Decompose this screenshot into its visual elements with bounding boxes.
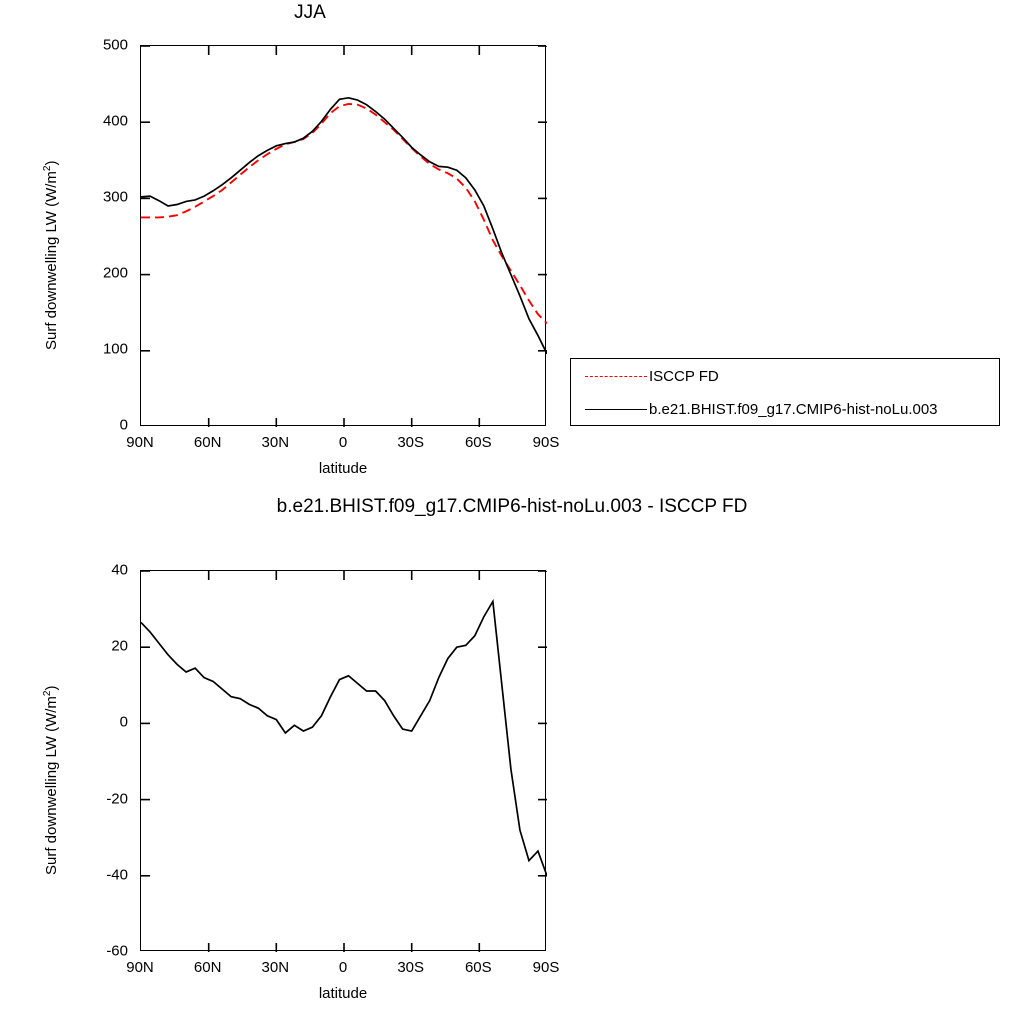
series-line-1: [141, 98, 547, 354]
top-ytick-0: 0: [119, 416, 128, 434]
top-ytick-100: 100: [102, 340, 128, 358]
bottom-ytick-neg40: -40: [106, 866, 128, 884]
top-xtick-60N: 60N: [193, 434, 222, 451]
top-y-axis-label-close: ): [43, 160, 60, 166]
bottom-y-axis-label-close: ): [43, 685, 60, 691]
top-plot-area: [140, 45, 546, 426]
bottom-y-axis-label-exponent: 2: [42, 690, 53, 697]
bottom-ytick-40: 40: [111, 561, 128, 579]
top-ytick-200: 200: [102, 264, 128, 282]
top-xtick-30N: 30N: [261, 434, 290, 451]
top-xtick-90N: 90N: [126, 434, 154, 451]
top-y-ticks: [141, 46, 547, 351]
bottom-xtick-60N: 60N: [193, 959, 222, 976]
legend-label-isccp: ISCCP FD: [649, 367, 719, 385]
legend-swatch-dashed-icon: [585, 376, 647, 377]
bottom-x-ticks: [209, 571, 480, 952]
bottom-ytick-neg20: -20: [106, 790, 128, 808]
legend-label-model: b.e21.BHIST.f09_g17.CMIP6-hist-noLu.003: [649, 400, 938, 418]
bottom-ytick-neg60: -60: [106, 942, 128, 960]
top-ytick-300: 300: [102, 188, 128, 206]
bottom-x-axis-label: latitude: [318, 985, 368, 1002]
top-chart-title: JJA: [294, 2, 326, 23]
bottom-plot-area: [140, 570, 546, 951]
series-line-0: [141, 601, 547, 875]
legend: [570, 358, 1000, 426]
bottom-xtick-90S: 90S: [532, 959, 560, 976]
legend-row-model[interactable]: [571, 392, 999, 426]
top-xtick-0: 0: [338, 434, 348, 451]
bottom-ytick-20: 20: [111, 637, 128, 655]
legend-swatch-solid-icon: [585, 409, 647, 410]
top-y-axis-label-text: Surf downwelling LW (W/m: [43, 171, 60, 350]
bottom-y-ticks: [141, 571, 547, 876]
legend-row-isccp[interactable]: [571, 359, 999, 393]
top-series-group: [141, 98, 547, 354]
top-x-axis-label: latitude: [318, 460, 368, 477]
top-xtick-90S: 90S: [532, 434, 560, 451]
bottom-xtick-30S: 30S: [397, 959, 425, 976]
bottom-series-group: [141, 601, 547, 875]
top-plot-svg: [141, 46, 547, 427]
bottom-xtick-60S: 60S: [464, 959, 492, 976]
top-x-ticks: [209, 46, 480, 427]
top-xtick-60S: 60S: [464, 434, 492, 451]
bottom-plot-svg: [141, 571, 547, 952]
bottom-xtick-30N: 30N: [261, 959, 290, 976]
top-y-axis-label-exponent: 2: [42, 165, 53, 172]
bottom-xtick-90N: 90N: [126, 959, 154, 976]
top-ytick-500: 500: [102, 36, 128, 54]
bottom-chart-title: b.e21.BHIST.f09_g17.CMIP6-hist-noLu.003 - ISCCP FD: [276, 496, 748, 517]
bottom-y-axis-label-text: Surf downwelling LW (W/m: [43, 696, 60, 875]
bottom-xtick-0: 0: [338, 959, 348, 976]
top-xtick-30S: 30S: [397, 434, 425, 451]
bottom-ytick-0: 0: [119, 713, 128, 731]
top-ytick-400: 400: [102, 112, 128, 130]
